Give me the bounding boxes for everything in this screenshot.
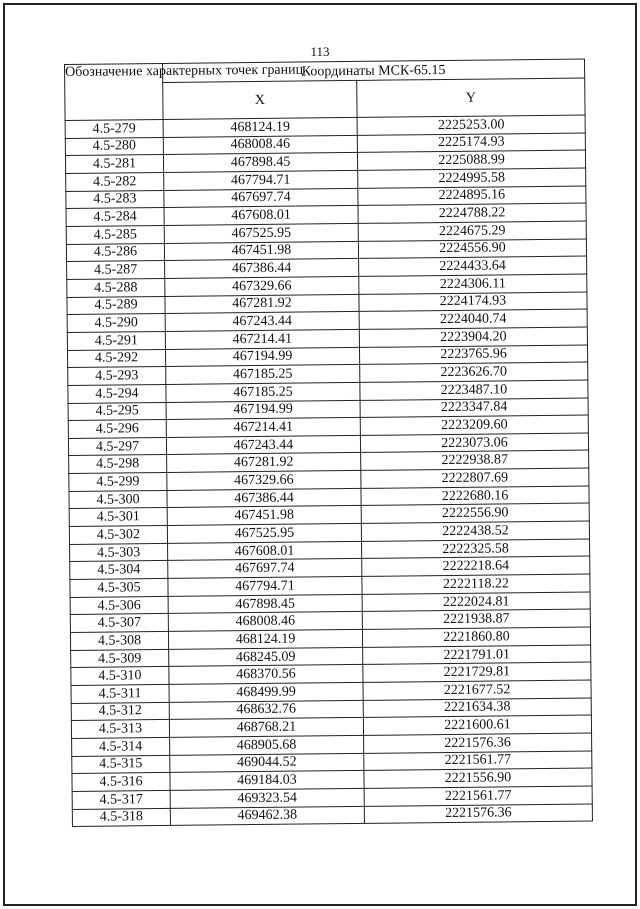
point-cell: 4.5-281 <box>65 155 163 174</box>
x-cell: 467608.01 <box>164 206 358 226</box>
x-cell: 468008.46 <box>168 612 362 632</box>
point-cell: 4.5-316 <box>72 773 170 792</box>
y-cell: 2222938.87 <box>361 450 589 470</box>
y-cell: 2221576.36 <box>364 733 592 753</box>
x-cell: 467386.44 <box>167 488 361 508</box>
x-cell: 467281.92 <box>165 294 359 314</box>
point-cell: 4.5-294 <box>68 384 166 403</box>
x-cell: 467697.74 <box>168 559 362 579</box>
point-cell: 4.5-314 <box>72 737 170 756</box>
point-cell: 4.5-308 <box>70 631 168 650</box>
y-cell: 2221561.77 <box>364 786 592 806</box>
y-cell: 2224306.11 <box>359 274 587 294</box>
designation-header: Обозначение характерных точек границ <box>65 63 164 120</box>
y-cell: 2223626.70 <box>360 362 588 382</box>
point-cell: 4.5-291 <box>67 331 165 350</box>
x-cell: 467608.01 <box>168 541 362 561</box>
coordinates-table <box>64 59 593 828</box>
point-cell: 4.5-290 <box>67 314 165 333</box>
x-cell: 468632.76 <box>169 700 363 720</box>
point-cell: 4.5-309 <box>71 649 169 668</box>
x-cell: 467525.95 <box>164 223 358 243</box>
point-cell: 4.5-296 <box>68 420 166 439</box>
y-cell: 2224556.90 <box>358 239 586 259</box>
coordinates-header: Координаты МСК-65.15 <box>162 59 584 82</box>
x-cell: 469462.38 <box>170 806 364 826</box>
point-cell: 4.5-315 <box>72 755 170 774</box>
point-cell: 4.5-312 <box>71 702 169 721</box>
y-cell: 2223765.96 <box>359 345 587 365</box>
point-cell: 4.5-303 <box>70 543 168 562</box>
y-cell: 2223347.84 <box>360 398 588 418</box>
y-cell: 2223904.20 <box>359 327 587 347</box>
point-cell: 4.5-317 <box>72 790 170 809</box>
x-cell: 468499.99 <box>169 682 363 702</box>
x-cell: 467525.95 <box>167 524 361 544</box>
y-cell: 2223487.10 <box>360 380 588 400</box>
y-cell: 2224675.29 <box>358 221 586 241</box>
x-cell: 467243.44 <box>166 435 360 455</box>
y-cell: 2222118.22 <box>362 574 590 594</box>
point-cell: 4.5-300 <box>69 490 167 509</box>
y-cell: 2222807.69 <box>361 468 589 488</box>
x-cell: 469044.52 <box>170 753 364 773</box>
point-cell: 4.5-282 <box>66 172 164 191</box>
point-cell: 4.5-304 <box>70 561 168 580</box>
coordinates-rows <box>65 115 592 827</box>
x-cell: 467243.44 <box>165 312 359 332</box>
x-cell: 467451.98 <box>164 241 358 261</box>
x-cell: 467329.66 <box>165 276 359 296</box>
page-number: 113 <box>310 44 330 59</box>
point-cell: 4.5-305 <box>70 579 168 598</box>
point-cell: 4.5-280 <box>65 137 163 156</box>
y-cell: 2221600.61 <box>363 715 591 735</box>
y-cell: 2225253.00 <box>357 115 585 135</box>
point-cell: 4.5-310 <box>71 667 169 686</box>
y-cell: 2224174.93 <box>359 292 587 312</box>
x-cell: 468905.68 <box>170 735 364 755</box>
point-cell: 4.5-289 <box>67 296 165 315</box>
point-cell: 4.5-298 <box>69 455 167 474</box>
point-cell: 4.5-313 <box>71 720 169 739</box>
y-cell: 2221677.52 <box>363 680 591 700</box>
point-cell: 4.5-318 <box>72 808 170 827</box>
y-cell: 2222556.90 <box>361 503 589 523</box>
y-cell: 2223073.06 <box>360 433 588 453</box>
y-cell: 2224040.74 <box>359 309 587 329</box>
x-cell: 469184.03 <box>170 771 364 791</box>
x-cell: 467794.71 <box>164 170 358 190</box>
y-cell: 2224995.58 <box>358 168 586 188</box>
x-cell: 467697.74 <box>164 188 358 208</box>
x-cell: 469323.54 <box>170 788 364 808</box>
x-cell: 467451.98 <box>167 506 361 526</box>
y-cell: 2225174.93 <box>357 133 585 153</box>
point-cell: 4.5-292 <box>67 349 165 368</box>
point-cell: 4.5-311 <box>71 684 169 703</box>
y-cell: 2222680.16 <box>361 486 589 506</box>
y-cell: 2222218.64 <box>362 556 590 576</box>
x-cell: 468245.09 <box>169 647 363 667</box>
y-cell: 2221729.81 <box>363 662 591 682</box>
x-cell: 467185.25 <box>166 365 360 385</box>
y-cell: 2225088.99 <box>357 150 585 170</box>
point-cell: 4.5-299 <box>69 473 167 492</box>
point-cell: 4.5-297 <box>68 437 166 456</box>
point-cell: 4.5-301 <box>69 508 167 527</box>
y-cell: 2221561.77 <box>364 751 592 771</box>
y-cell: 2223209.60 <box>360 415 588 435</box>
x-cell: 467329.66 <box>167 471 361 491</box>
x-cell: 467281.92 <box>167 453 361 473</box>
y-header: Y <box>357 78 585 117</box>
x-cell: 467386.44 <box>165 259 359 279</box>
x-cell: 468370.56 <box>169 665 363 685</box>
y-cell: 2221556.90 <box>364 768 592 788</box>
point-cell: 4.5-307 <box>70 614 168 633</box>
x-cell: 467194.99 <box>165 347 359 367</box>
point-cell: 4.5-288 <box>67 278 165 297</box>
point-cell: 4.5-293 <box>68 367 166 386</box>
x-cell: 467898.45 <box>163 153 357 173</box>
x-cell: 467794.71 <box>168 576 362 596</box>
x-cell: 467214.41 <box>166 418 360 438</box>
x-cell: 467185.25 <box>166 382 360 402</box>
point-cell: 4.5-286 <box>66 243 164 262</box>
y-cell: 2222438.52 <box>361 521 589 541</box>
y-cell: 2221938.87 <box>362 609 590 629</box>
point-cell: 4.5-285 <box>66 225 164 244</box>
point-cell: 4.5-302 <box>69 526 167 545</box>
y-cell: 2224433.64 <box>359 256 587 276</box>
y-cell: 2222024.81 <box>362 592 590 612</box>
x-cell: 468768.21 <box>169 718 363 738</box>
y-cell: 2224895.16 <box>358 186 586 206</box>
point-cell: 4.5-306 <box>70 596 168 615</box>
y-cell: 2222325.58 <box>362 539 590 559</box>
y-cell: 2221860.80 <box>362 627 590 647</box>
y-cell: 2221791.01 <box>363 645 591 665</box>
x-cell: 467898.45 <box>168 594 362 614</box>
y-cell: 2224788.22 <box>358 203 586 223</box>
y-cell: 2221634.38 <box>363 698 591 718</box>
point-cell: 4.5-279 <box>65 119 163 138</box>
x-cell: 468124.19 <box>168 629 362 649</box>
x-cell: 468124.19 <box>163 117 357 137</box>
point-cell: 4.5-295 <box>68 402 166 421</box>
x-cell: 468008.46 <box>163 135 357 155</box>
point-cell: 4.5-284 <box>66 208 164 227</box>
x-header: X <box>163 80 357 119</box>
point-cell: 4.5-287 <box>67 261 165 280</box>
y-cell: 2221576.36 <box>364 804 592 824</box>
x-cell: 467214.41 <box>165 329 359 349</box>
x-cell: 467194.99 <box>166 400 360 420</box>
point-cell: 4.5-283 <box>66 190 164 209</box>
